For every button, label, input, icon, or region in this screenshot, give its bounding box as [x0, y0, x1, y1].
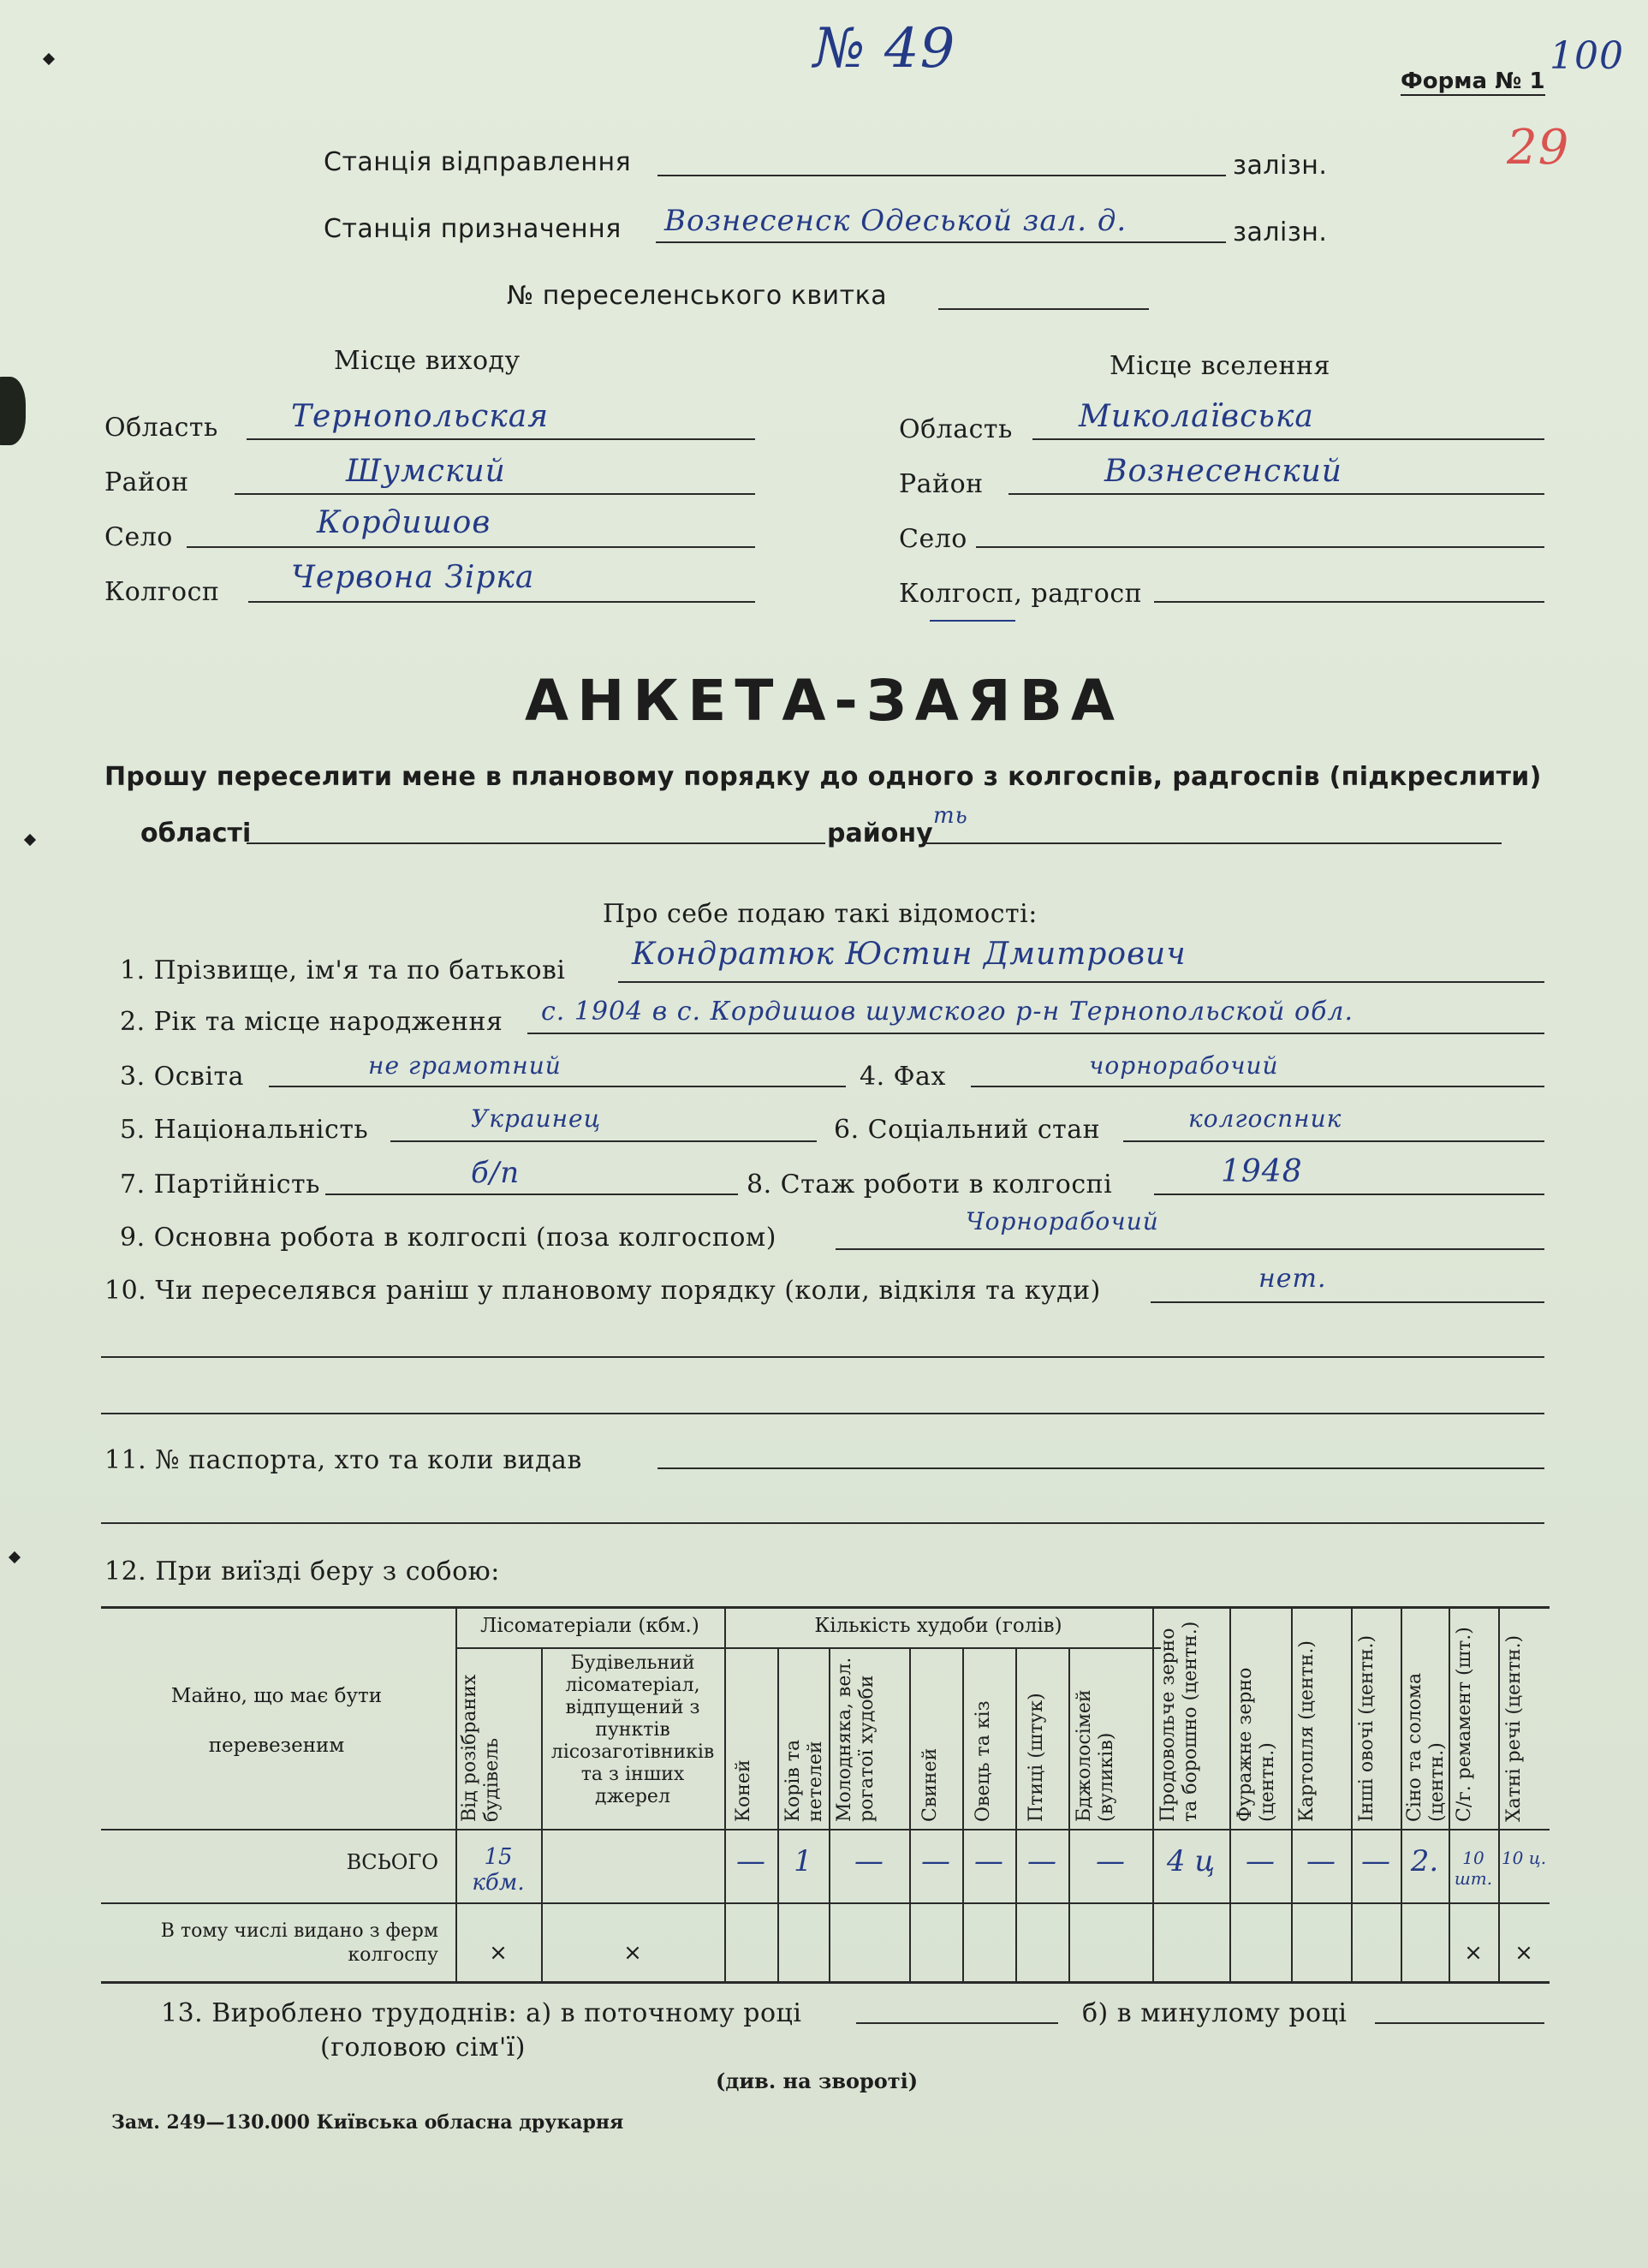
q4-label: 4. Фах	[860, 1062, 946, 1092]
ticket-line	[938, 308, 1149, 310]
destination-raion-label: Район	[899, 469, 984, 499]
form-hand-number: 100	[1550, 34, 1624, 78]
table-row-total-label: ВСЬОГО	[346, 1850, 438, 1874]
origin-selo-value: Кордишов	[317, 505, 491, 540]
table-col-header: Продовольче зерно та борошно (центн.)	[1157, 1621, 1201, 1822]
table-col-header: Свиней	[919, 1747, 941, 1822]
red-hand-number: 29	[1507, 120, 1570, 176]
origin-oblast-label: Область	[104, 413, 218, 443]
destination-oblast-label: Область	[899, 414, 1013, 444]
q8-line	[1154, 1194, 1544, 1195]
q5-line	[390, 1140, 817, 1142]
arrival-station-line	[656, 241, 1226, 243]
table-col-header: Хатні речі (центн.)	[1503, 1634, 1525, 1822]
origin-selo-label: Село	[104, 522, 173, 552]
q10-value: нет.	[1258, 1264, 1327, 1294]
origin-raion-value: Шумский	[346, 454, 506, 489]
table-col-property: Майно, що має бути перевезеним	[170, 1685, 383, 1757]
q1-line	[618, 981, 1544, 983]
workdays-label: 13. Вироблено трудоднів: а) в поточному році	[161, 1998, 802, 2028]
table-cell: —	[1246, 1844, 1275, 1878]
request-raion-label: району	[827, 819, 933, 848]
workdays-current-line	[856, 2022, 1058, 2024]
table-cell: 1	[794, 1844, 812, 1878]
property-table	[101, 1606, 1550, 1983]
q3-line	[269, 1086, 846, 1087]
table-cell: —	[1306, 1844, 1336, 1878]
see-back-note: (див. на звороті)	[716, 2069, 919, 2093]
table-col-header: Птиці (штук)	[1026, 1693, 1047, 1822]
departure-station-line	[657, 175, 1226, 176]
request-raion-line	[926, 842, 1502, 844]
table-group-cattle: Кількість худоби (голів)	[814, 1615, 1062, 1637]
destination-raion-line	[1008, 493, 1544, 495]
table-col-header: Будівельний лісоматеріал, відпущений з пунктів лісозаготівників та з інших джерел	[550, 1652, 715, 1807]
q12-label: 12. При виїзді беру з собою:	[104, 1557, 500, 1586]
table-col-header: Молодняка, вел. рогатої худоби	[834, 1657, 878, 1822]
margin-mark	[24, 834, 36, 846]
table-col-header: Овець та кіз	[973, 1700, 994, 1822]
table-cell: ×	[623, 1940, 642, 1966]
q10-extra-line	[101, 1356, 1544, 1358]
q7-value: б/п	[471, 1156, 521, 1190]
q5-value: Украинец	[471, 1104, 602, 1133]
arrival-station-suffix: залізн.	[1233, 217, 1328, 247]
table-cell: ×	[1464, 1940, 1483, 1966]
q8-label: 8. Стаж роботи в колгоспі	[747, 1170, 1113, 1199]
request-oblast-label: області	[140, 819, 252, 848]
q11-extra-line	[101, 1522, 1544, 1524]
request-raion-hand: ть	[933, 803, 968, 829]
table-cell: 4 ц	[1166, 1844, 1216, 1878]
request-oblast-line	[247, 842, 825, 844]
margin-mark	[43, 53, 55, 65]
table-cell: ×	[489, 1940, 508, 1966]
q10-extra-line	[101, 1413, 1544, 1414]
q11-line	[657, 1467, 1544, 1469]
q3-value: не грамотний	[368, 1051, 562, 1080]
workdays-previous-line	[1375, 2022, 1544, 2024]
info-heading: Про себе подаю такі відомості:	[603, 899, 1038, 929]
ticket-label: № переселенського квитка	[507, 281, 888, 311]
table-col-header: Коней	[733, 1759, 754, 1822]
table-col-header: Бджолосімей (вуликів)	[1074, 1689, 1117, 1822]
q5-label: 5. Національність	[120, 1115, 369, 1145]
q9-value: Чорнорабочий	[966, 1207, 1159, 1235]
origin-raion-line	[235, 493, 755, 495]
table-col-header: Корів та нетелей	[782, 1739, 826, 1822]
q6-line	[1123, 1140, 1544, 1142]
q9-label: 9. Основна робота в колгоспі (поза колгоспом)	[120, 1223, 776, 1253]
q2-value: с. 1904 в с. Кордишов шумского р-н Тернопольской обл.	[541, 997, 1354, 1027]
table-col-header: С/г. ремамент (шт.)	[1454, 1627, 1475, 1822]
table-cell: —	[736, 1844, 765, 1878]
form-title: АНКЕТА-ЗАЯВА	[524, 668, 1123, 734]
q1-label: 1. Прізвище, ім'я та по батькові	[120, 955, 566, 985]
q2-line	[527, 1033, 1544, 1034]
table-cell: ×	[1514, 1940, 1533, 1966]
q8-value: 1948	[1221, 1154, 1303, 1189]
q4-line	[971, 1086, 1544, 1087]
table-col-header: Інші овочі (центн.)	[1356, 1634, 1377, 1822]
table-cell: —	[1361, 1844, 1390, 1878]
table-col-header: Від розібраних будівель	[459, 1674, 503, 1822]
q10-line	[1151, 1301, 1544, 1303]
table-row-farm-label: В тому числі видано з ферм колгоспу	[160, 1920, 438, 1966]
departure-station-suffix: залізн.	[1233, 151, 1328, 181]
table-cell: 15 кбм.	[472, 1844, 525, 1896]
q9-line	[836, 1248, 1544, 1250]
q7-line	[325, 1194, 738, 1195]
destination-kolhosp-label: Колгосп, радгосп	[899, 579, 1143, 609]
q4-value: чорнорабочий	[1089, 1051, 1279, 1080]
origin-kolhosp-label: Колгосп	[104, 577, 220, 607]
table-cell: 2.	[1410, 1844, 1439, 1878]
destination-oblast-value: Миколаївська	[1079, 399, 1314, 434]
workdays-previous-label: б) в минулому році	[1082, 1998, 1348, 2028]
origin-kolhosp-line	[248, 601, 755, 603]
origin-kolhosp-value: Червона Зірка	[291, 560, 535, 595]
q2-label: 2. Рік та місце народження	[120, 1007, 503, 1037]
table-col-header: Картопля (центн.)	[1296, 1640, 1318, 1822]
origin-oblast-value: Тернопольская	[291, 399, 550, 434]
q11-label: 11. № паспорта, хто та коли видав	[104, 1445, 582, 1475]
origin-oblast-line	[247, 438, 755, 440]
q3-label: 3. Освіта	[120, 1062, 245, 1092]
origin-heading: Місце виходу	[334, 346, 521, 376]
destination-selo-label: Село	[899, 524, 967, 554]
document-number: № 49	[813, 17, 956, 80]
q6-value: колгоспник	[1188, 1104, 1342, 1133]
origin-raion-label: Район	[104, 467, 189, 497]
form-label: Форма № 1	[1401, 68, 1545, 94]
destination-raion-value: Вознесенский	[1104, 454, 1342, 489]
table-cell: —	[1027, 1844, 1056, 1878]
printer-note: Зам. 249—130.000 Київська обласна друкарня	[111, 2111, 624, 2134]
departure-station-label: Станція відправлення	[324, 147, 632, 177]
origin-selo-line	[187, 546, 755, 548]
arrival-station-label: Станція призначення	[324, 214, 622, 244]
margin-mark	[9, 1551, 21, 1563]
workdays-sub: (головою сім'ї)	[320, 2033, 526, 2063]
table-cell: —	[1096, 1844, 1125, 1878]
table-cell: —	[921, 1844, 950, 1878]
table-cell: 10 шт.	[1454, 1848, 1493, 1889]
q10-label: 10. Чи переселявся раніш у плановому порядку (коли, відкіля та куди)	[104, 1276, 1101, 1306]
q1-value: Кондратюк Юстин Дмитрович	[632, 937, 1187, 972]
q7-label: 7. Партійність	[120, 1170, 320, 1199]
destination-kolhosp-line	[1154, 601, 1544, 603]
hand-underline	[930, 620, 1015, 622]
table-col-header: Сіно та солома (центн.)	[1404, 1672, 1448, 1822]
destination-heading: Місце вселення	[1110, 351, 1330, 381]
punch-hole	[0, 377, 26, 445]
table-col-header: Фуражне зерно (центн.)	[1235, 1667, 1278, 1822]
destination-oblast-line	[1032, 438, 1544, 440]
destination-selo-line	[976, 546, 1544, 548]
arrival-station-value: Вознесенск Одеськой зал. д.	[664, 204, 1127, 238]
table-cell: —	[854, 1844, 883, 1878]
table-group-timber: Лісоматеріали (кбм.)	[480, 1615, 699, 1637]
table-cell: —	[974, 1844, 1003, 1878]
table-cell: 10 ц.	[1501, 1848, 1547, 1868]
q6-label: 6. Соціальний стан	[834, 1115, 1101, 1145]
request-line: Прошу переселити мене в плановому порядку до одного з колгоспів, радгоспів (підкреслити)	[104, 762, 1542, 792]
